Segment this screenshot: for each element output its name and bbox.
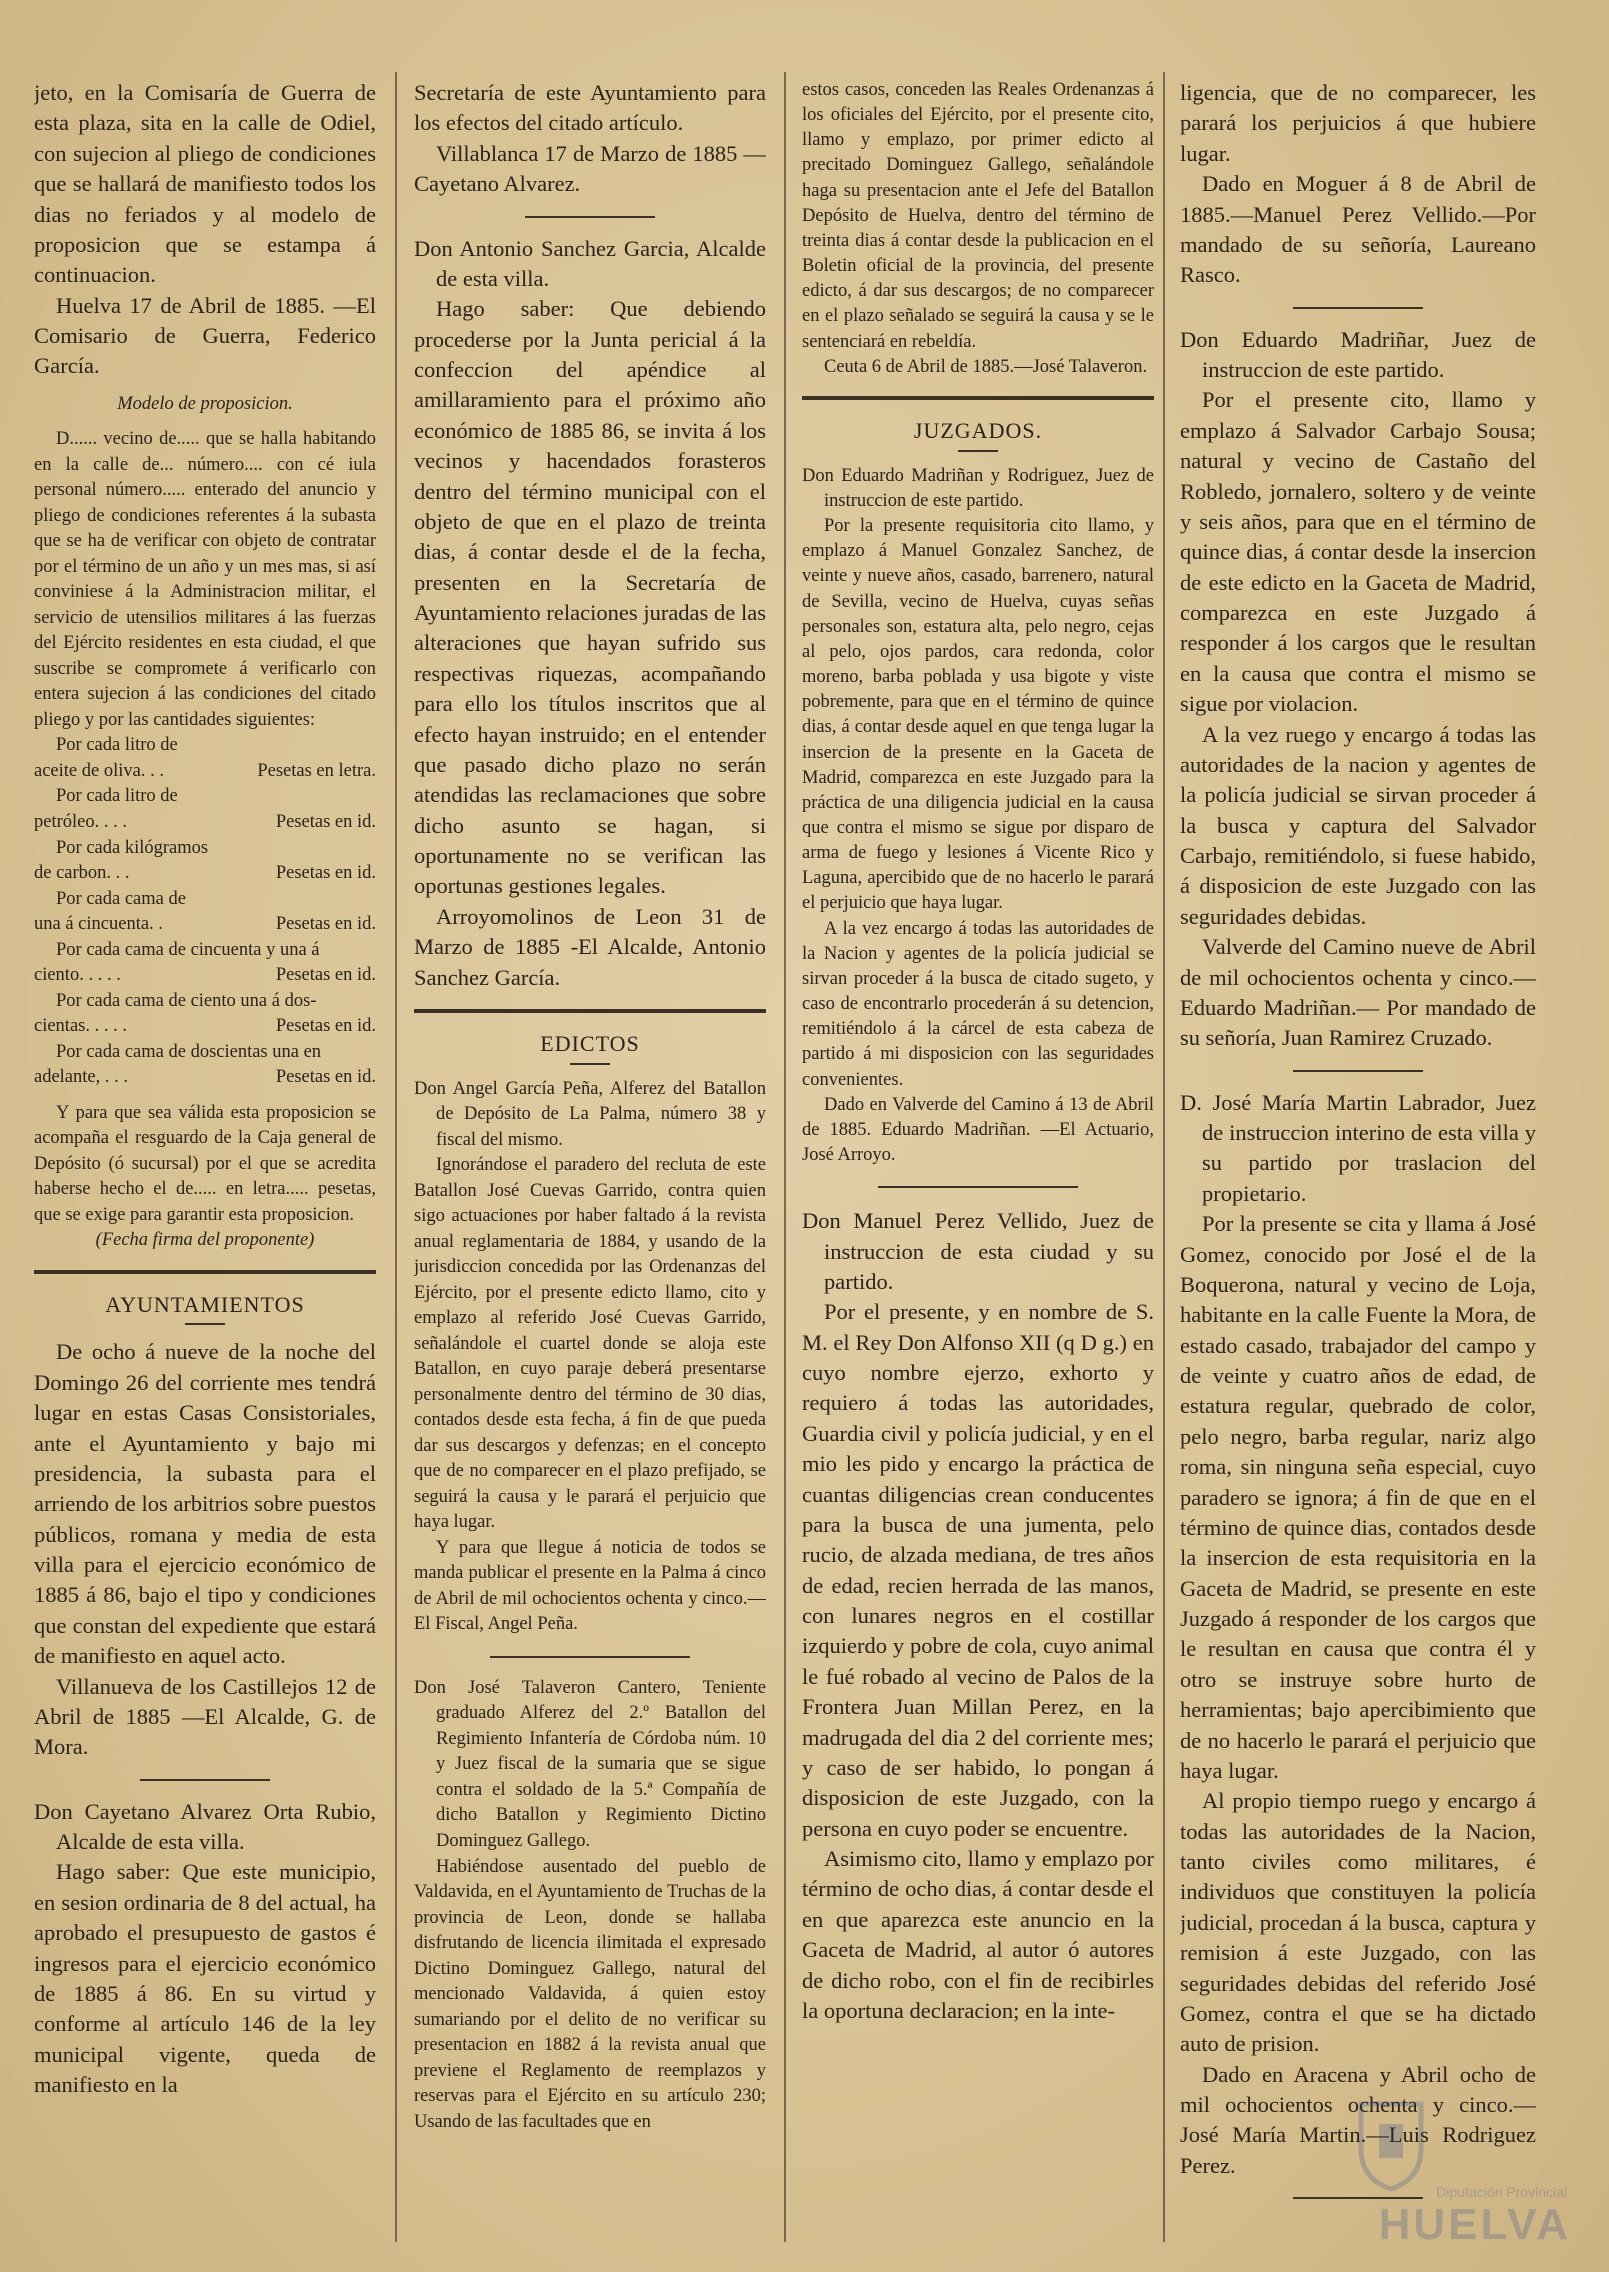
signature-paragraph: Dado en Aracena y Abril ocho de mil ochocientos ochenta y cinco.—José María Martin.—Luis Rodriguez Perez. (1180, 2061, 1536, 2178)
paragraph: Hago saber: Que debiendo procederse por la Junta pericial á la confeccion del apéndice al amillaramiento para el próximo año económico de 1885 86, se invita á los vecinos y hacendados forasteros dentro del término municipal con el objeto de que en el plazo de treinta dias, á contar desde el de la fecha, presenten en la Secretaría de Ayuntamiento relaciones juradas de las alteraciones que hayan sufrido sus respectivas riquezas, acompañando para ello los títulos inscritos que al efecto hayan instruido; en el entender que pasado dicho plazo no serán atendidas las reclamaciones que sobre dicho asunto se hagan, si oportunamente no se verifican las oportunas gestiones legales. (414, 296, 766, 899)
column-rule (1163, 72, 1165, 2242)
column-2 (414, 78, 766, 2232)
price-row: adelante, . . . Pesetas en id. (34, 1067, 376, 1088)
section-heading: EDICTOS (540, 1030, 640, 1056)
signature-paragraph: Huelva 17 de Abril de 1885. —El Comisario de Guerra, Federico García. (34, 292, 376, 379)
signature-paragraph: Villanueva de los Castillejos 12 de Abril de 1885 —El Alcalde, G. de Mora. (34, 1673, 376, 1760)
price-list (34, 733, 376, 1090)
paragraph: Y para que llegue á noticia de todos se manda publicar el presente en la Palma á cinco de Abril de mil ochocientos ochenta y cinco.— El Fiscal, Angel Peña. (414, 1537, 766, 1635)
paragraph: Ignorándose el paradero del recluta de este Batallon José Cuevas Garrido, contra quien sigo actuaciones por haber faltado á la revista anual reglamentaria de 1884, y usando de la jurisdiccion concedida por las Ordenanzas del Ejército, por el presente edicto llamo, cito y emplazo al referido José Cuevas Garrido, señalándole el cuartel donde se aloja este Batallon, en cuyo paraje deberá presentarse personalmente dentro del término de 30 dias, contados desde esta fecha, á fin de que pueda dar sus descargos y defenzas; en el concepto que de no comparecer en el plazo prefijado, se seguirá la causa y le parará el perjuicio que haya lugar. (414, 1155, 766, 1533)
paragraph: Secretaría de este Ayuntamiento para los efectos del citado artículo. (414, 80, 766, 136)
price-row: ciento. . . . . Pesetas en id. (34, 965, 376, 986)
price-item: Por cada cama de ciento una á dos- (56, 990, 317, 1011)
paragraph: Don Angel García Peña, Alferez del Batallon de Depósito de La Palma, número 38 y fiscal del mismo. (414, 1078, 766, 1150)
paragraph: Don Manuel Perez Vellido, Juez de instruccion de esta ciudad y su partido. (802, 1208, 1154, 1294)
paragraph: Don Antonio Sanchez Garcia, Alcalde de esta villa. (414, 235, 766, 291)
paragraph: D...... vecino de..... que se halla habitando en la calle de... número.... con cé iula personal número..... enterado del anuncio y pliego de condiciones referentes á la subasta que se ha de verificar con objeto de contratar por el término de un año y un mes mas, si así conviniese á la Administracion militar, el servicio de utensilios militares á las fuerzas del Ejército residentes en esta ciudad, el que suscribe se compromete á verificarlo con entera sujecion á las condiciones del citado pliego y por las cantidades siguientes: (34, 429, 376, 730)
paragraph: Habiéndose ausentado del pueblo de Valdavida, en el Ayuntamiento de Truchas de la provincia de Leon, donde se hallaba disfrutando de licencia ilimitada el expresado Dictino Dominguez Gallego, natural del mencionado Valdavida, á quien estoy sumariando por el delito de no verificar su presentacion en 1882 á la revista anual que previene el Reglamento de reemplazos y reservas para el Ejército en su artículo 230; Usando de las facultades que en (414, 1856, 766, 2132)
price-item: Por cada cama de cincuenta y una á (56, 939, 320, 960)
paragraph: Por el presente, y en nombre de S. M. el Rey Don Alfonso XII (q D g.) en cuyo nombre ejerzo, exhorto y requiero á todas las autoridades, Guardia civil y policía judicial, y en el mio les pido y encargo la práctica de cuantas diligencias crean conducentes para la busca de una jumenta, pelo rucio, de alzada mediana, de tres años de edad, recien herrada de las manos, con lunares negros en el costillar izquierdo y pobre de cola, cuyo animal le fué robado al vecino de Palos de la Frontera Juan Millan Perez, en la madrugada del dia 2 del corriente mes; y caso de ser habido, lo pongan á disposicion de este Juzgado, con la persona en cuyo poder se encuentre. (802, 1299, 1154, 1841)
divider (140, 1779, 270, 1781)
paragraph: Por el presente cito, llamo y emplazo á Salvador Carbajo Sousa; natural y vecino de Castaño del Robledo, jornalero, soltero y de veinte y seis años, para que en el término de quince dias, á contar desde la insercion de este edicto en la Gaceta de Madrid, comparezca en este Juzgado á responder á los cargos que le resultan en la causa que contra el mismo se sigue por violacion. (1180, 387, 1536, 717)
paragraph: Y para que sea válida esta proposicion se acompaña el resguardo de la Caja general de Depósito (ó sucursal) por el que se acredita haberse hecho el de..... en letra..... pesetas, que se exige para garantir esta proposicion. (34, 1102, 376, 1225)
column-4 (1180, 78, 1536, 2232)
heading-dash (570, 1063, 610, 1065)
paragraph: Por la presente requisitoria cito llamo, y emplazo á Manuel Gonzalez Sanchez, de veinte y nueve años, casado, barrenero, natural de Sevilla, vecino de Huelva, cuyas señas personales son, estatura alta, pelo negro, cejas al pelo, ojos pardos, cara redonda, color moreno, barba poblada y usa bigote y viste pobremente, para que en el término de quince dias, á contar desde aquel en que tenga lugar la insercion de la presente en la Gaceta de Madrid, comparezca en este Juzgado para la práctica de una diligencia judicial en la causa que contra el mismo se sigue por disparo de arma de fuego y lesiones á Vicente Rico y Laguna, apercibido que de no hacerlo le parará el perjuicio que haya lugar. (802, 516, 1154, 914)
price-row: petróleo. . . . Pesetas en id. (34, 812, 376, 832)
paragraph: Don Cayetano Alvarez Orta Rubio, Alcalde de esta villa. (34, 1798, 376, 1855)
paragraph: Asimismo cito, llamo y emplazo por término de ocho dias, á contar desde el en que aparezca este anuncio en la Gaceta de Madrid, al autor ó autores de dicho robo, con el fin de recibirles la oportuna declaracion; en la inte- (802, 1846, 1154, 2023)
divider (878, 1186, 1078, 1188)
price-item: Por cada cama de (56, 888, 186, 909)
section-divider (414, 1009, 766, 1013)
heading-dash (185, 1323, 225, 1325)
paragraph: A la vez ruego y encargo á todas las autoridades de la nacion y agentes de la policía judicial se sirvan proceder á la busca y captura del Salvador Carbajo, remitiéndolo, si fuese habido, á disposicion de este Juzgado con las seguridades debidas. (1180, 721, 1536, 929)
paragraph: ligencia, que de no comparecer, les parará los perjuicios á que hubiere lugar. (1180, 80, 1536, 166)
paragraph: D. José María Martin Labrador, Juez de instruccion interino de esta villa y su partido por traslacion del propietario. (1180, 1089, 1536, 1206)
price-row: una á cincuenta. . Pesetas en id. (34, 914, 376, 935)
column-rule (395, 72, 397, 2242)
section-heading: JUZGADOS. (913, 417, 1043, 443)
section-heading: AYUNTAMIENTOS (105, 1291, 305, 1317)
paragraph: De ocho á nueve de la noche del Domingo 26 del corriente mes tendrá lugar en estas Casas Consistoriales, ante el Ayuntamiento y bajo mi presidencia, la subasta para el arriendo de los arbitrios sobre puestos públicos, romana y media de esta villa para el ejercicio económico de 1885 á 86, bajo el tipo y condiciones que constan del expediente que estará de manifiesto en aquel acto. (34, 1339, 376, 1669)
watermark-name: HUELVA (1378, 2200, 1571, 2249)
paragraph: estos casos, conceden las Reales Ordenanzas á los oficiales del Ejército, por el presente cito, llamo y emplazo, por primer edicto al precitado Dominguez Gallego, señalándole haga su presentacion ante el Jefe del Batallon Depósito de Huelva, dentro del término de treinta dias á contar desde la publicacion en el Boletin oficial de la provincia, del presente edicto, á dar sus descargos; de no comparecer en el plazo señalado se seguirá la causa y se le sentenciará en rebeldía. (802, 80, 1154, 352)
column-3 (802, 78, 1154, 2232)
paragraph: Al propio tiempo ruego y encargo á todas las autoridades de la Nacion, tanto civiles como militares, é individuos que constituyen la policía judicial, procedan á la busca, captura y remision á este Juzgado, con las seguridades debidas del referido José Gomez, contra el que se ha dictado auto de prision. (1180, 1788, 1536, 2057)
divider (1293, 1070, 1423, 1072)
section-divider (34, 1270, 376, 1274)
price-item: Por cada litro de (56, 735, 178, 756)
shield-icon (1351, 2094, 1431, 2194)
paragraph: Don Eduardo Madriñar, Juez de instruccion de este partido. (1180, 326, 1536, 382)
signature-paragraph: Villablanca 17 de Marzo de 1885 —Cayetano Alvarez. (414, 140, 766, 197)
divider (490, 1656, 690, 1658)
signature-paragraph: Arroyomolinos de Leon 31 de Marzo de 1885 -El Alcalde, Antonio Sanchez García. (414, 903, 766, 990)
paragraph: Don José Talaveron Cantero, Teniente graduado Alferez del 2.º Batallon del Regimiento Infantería de Córdoba núm. 10 y Juez fiscal de la sumaria que se sigue contra el soldado de la 5.ª Compañía de dicho Batallon y Regimiento Dictino Dominguez Gallego. (414, 1677, 766, 1851)
price-row: cientas. . . . . Pesetas en id. (34, 1016, 376, 1037)
watermark-subtitle: Diputación Provincial (1436, 2184, 1567, 2200)
signature-paragraph: Dado en Moguer á 8 de Abril de 1885.—Manuel Perez Vellido.—Por mandado de su señoría, Laureano Rasco. (1180, 171, 1536, 288)
section-subtitle: Modelo de proposicion. (117, 393, 293, 414)
paragraph: A la vez encargo á todas las autoridades de la Nacion y agentes de la policía judicial se sirvan proceder á la busca de citado sugeto, y caso de encontrarlo procederán á su detencion, remitiéndolo á la cárcel de esta cabeza de partido á mi disposicion con las seguridades convenientes. (802, 918, 1154, 1090)
signature-paragraph: Dado en Valverde del Camino á 13 de Abril de 1885. Eduardo Madriñan. —El Actuario, José Arroyo. (802, 1094, 1154, 1165)
price-item: Por cada cama de doscientas una en (56, 1041, 322, 1062)
price-item: Por cada kilógramos (56, 837, 209, 858)
price-row: de carbon. . . Pesetas en id. (34, 863, 376, 884)
paragraph: Don Eduardo Madriñan y Rodriguez, Juez de instruccion de este partido. (802, 465, 1154, 511)
paragraph: Hago saber: Que este municipio, en sesion ordinaria de 8 del actual, ha aprobado el presupuesto de gastos é ingresos para el ejercicio económico de 1885 á 86. En su virtud y conforme al artículo 146 de la ley municipal vigente, queda de manifiesto en la (34, 1859, 376, 2098)
library-watermark (1351, 2094, 1571, 2254)
paragraph: jeto, en la Comisaría de Guerra de esta plaza, sita en la calle de Odiel, con sujecion al pliego de condiciones que se hallará de manifiesto todos los dias no feriados y al modelo de proposicion que se estampa á continuacion. (34, 80, 376, 288)
divider (1293, 307, 1423, 309)
signature-paragraph: Valverde del Camino nueve de Abril de mil ochocientos ochenta y cinco.—Eduardo Madriñan.— Por mandado de su señoría, Juan Ramirez Cruzado. (1180, 934, 1536, 1051)
column-1 (34, 78, 376, 2232)
price-item: Por cada litro de (56, 786, 178, 807)
signature-note: (Fecha firma del proponente) (95, 1230, 315, 1251)
paragraph: Por la presente se cita y llama á José Gomez, conocido por José el de la Boquerona, natural y vecino de Loja, habitante en la calle Fuente la Mora, de estado casado, trabajador del campo y de veinte y cuatro años de edad, de estatura regular, quebrado de color, pelo negro, barba regular, nariz algo roma, sin ninguna seña especial, cuyo paradero se ignora; á fin de que en el término de quince dias, contados desde la insercion de esta requisitoria en la Gaceta de Madrid, se presente en este Juzgado á responder de los cargos que le resultan en causa que contra él y otro se instruye sobre hurto de herramientas; bajo apercibimiento que de no hacerlo le parará el perjuicio que haya lugar. (1180, 1211, 1536, 1783)
column-rule (784, 72, 786, 2242)
divider (525, 216, 655, 218)
heading-dash (958, 450, 998, 452)
section-divider (802, 396, 1154, 400)
signature-paragraph: Ceuta 6 de Abril de 1885.—José Talaveron. (824, 356, 1148, 377)
price-row: aceite de oliva. . . Pesetas en letra. (34, 760, 376, 781)
